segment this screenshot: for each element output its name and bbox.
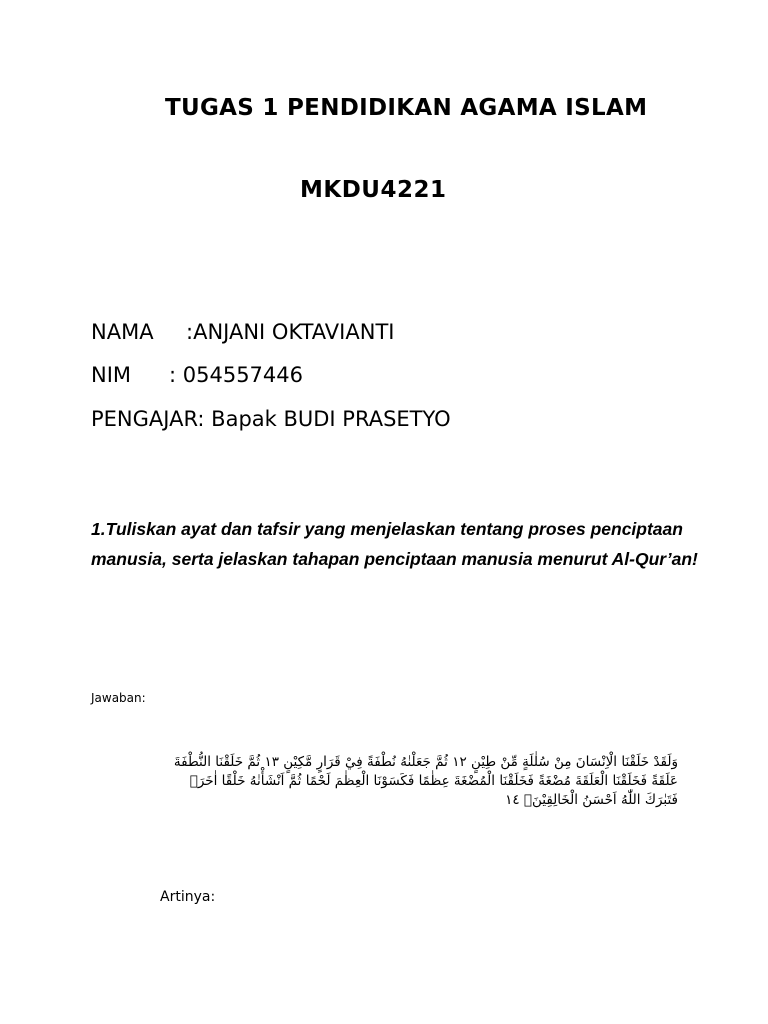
course-code: MKDU4221 xyxy=(300,177,447,203)
document-title: TUGAS 1 PENDIDIKAN AGAMA ISLAM xyxy=(165,95,648,121)
student-nim-label: NIM xyxy=(91,363,132,387)
translation-label: Artinya: xyxy=(160,889,216,905)
student-nim-value: : 054557446 xyxy=(169,363,303,387)
teacher-label: PENGAJAR: xyxy=(91,407,205,431)
teacher-value: Bapak BUDI PRASETYO xyxy=(204,407,451,431)
question-text: 1.Tuliskan ayat dan tafsir yang menjelaskan tentang proses penciptaan manusia, serta jelaskan tahapan penciptaan manusia menurut Al-Qur’an! xyxy=(91,519,698,569)
teacher-row xyxy=(91,406,451,432)
student-name-row xyxy=(91,319,394,345)
arabic-verse: وَلَقَدْ خَلَقْنَا الْاِنْسَانَ مِنْ سُلٰلَةٍ مِّنْ طِيْنٍ ١٢ ثُمَّ جَعَلْنٰهُ نُطْفَةً فِيْ قَرَارٍ مَّكِيْنٍ ١٣ ثُمَّ خَلَقْنَا النُّطْفَةَ عَلَقَةً فَخَلَقْنَا الْعَلَقَةَ مُضْغَةً فَخَلَقْنَا الْمُضْغَةَ عِظٰمًا فَكَسَوْنَا الْعِظٰمَ لَحْمًا ثُمَّ اَنْشَأْنٰهُ خَلْقًا اٰخَرَۗ فَتَبٰرَكَ اللّٰهُ اَحْسَنُ الْخَالِقِيْنَۗ ١٤ xyxy=(173,754,678,808)
student-name-label: NAMA xyxy=(91,320,154,344)
student-nim-row xyxy=(91,362,303,388)
student-name-value: :ANJANI OKTAVIANTI xyxy=(186,320,395,344)
answer-label: Jawaban: xyxy=(91,691,146,705)
